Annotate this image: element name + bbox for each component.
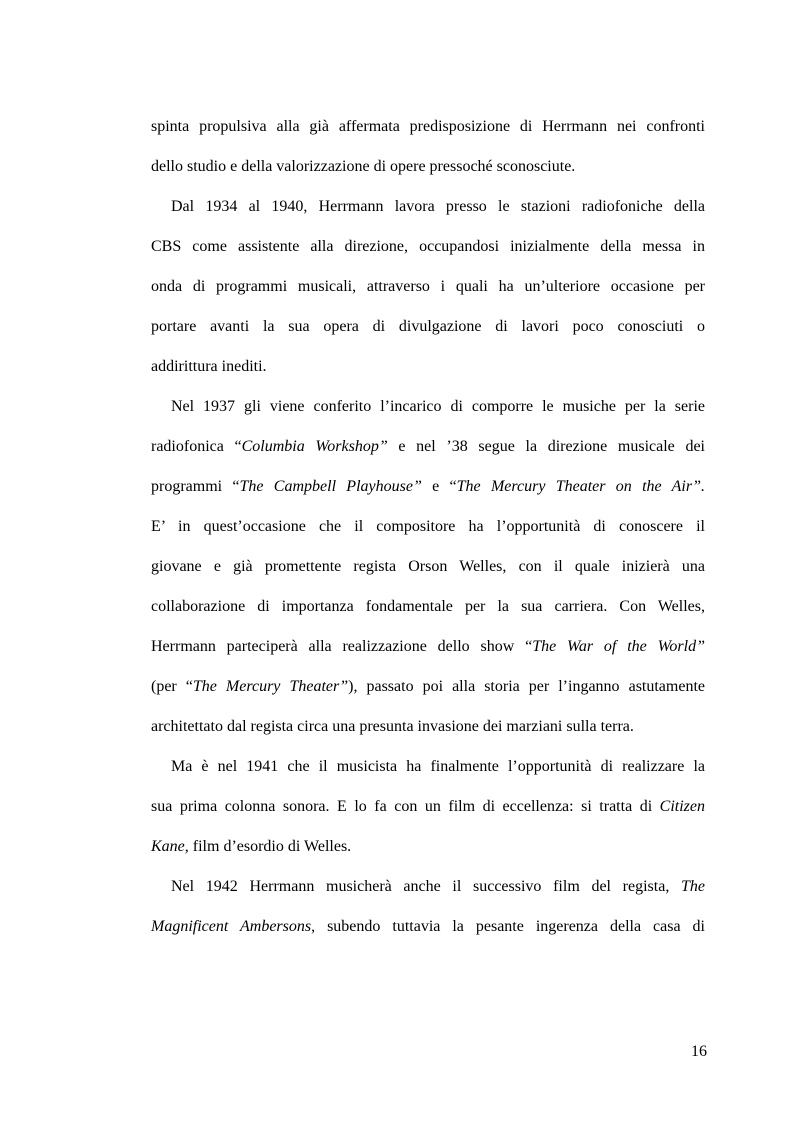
text-segment: ), passato poi alla storia per l’inganno astutamente <box>348 678 706 695</box>
italic-title: The Mercury Theater on the Air”. <box>456 478 706 495</box>
text-line <box>151 267 705 307</box>
text-line <box>151 147 705 187</box>
text-segment: e “ <box>421 478 457 495</box>
text-segment: Nel 1942 Herrmann musicherà anche il successivo film del regista, <box>171 878 681 895</box>
text-segment: Herrmann parteciperà alla realizzazione dello show “ <box>151 638 533 655</box>
text-segment: spinta propulsiva alla già affermata predisposizione di Herrmann nei confronti <box>151 118 705 135</box>
text-segment: radiofonica “ <box>151 438 242 455</box>
text-segment: dello studio e della valorizzazione di opere pressoché sconosciute. <box>151 158 576 175</box>
text-line <box>151 587 705 627</box>
text-line <box>151 787 705 827</box>
text-line <box>151 907 705 947</box>
text-line <box>151 307 705 347</box>
text-line <box>151 707 705 747</box>
text-segment: CBS come assistente alla direzione, occupandosi inizialmente della messa in <box>151 238 705 255</box>
text-line <box>151 627 705 667</box>
text-line <box>151 667 705 707</box>
text-segment: Ma è nel 1941 che il musicista ha finalmente l’opportunità di realizzare la <box>171 758 705 775</box>
text-segment: giovane e già promettente regista Orson Welles, con il quale inizierà una <box>151 558 705 575</box>
page-number: 16 <box>691 1043 707 1060</box>
text-line <box>151 347 705 387</box>
text-line <box>151 427 705 467</box>
text-segment: (per “ <box>151 678 193 695</box>
text-segment: onda di programmi musicali, attraverso i quali ha un’ulteriore occasione per <box>151 278 705 295</box>
italic-title: The Mercury Theater” <box>192 678 349 695</box>
text-segment: sua prima colonna sonora. E lo fa con un film di eccellenza: si tratta di <box>151 798 660 815</box>
text-line <box>151 747 705 787</box>
italic-title: The War of the World” <box>532 638 705 655</box>
text-line <box>151 827 705 867</box>
italic-title: The Campbell Playhouse” <box>239 478 422 495</box>
text-line <box>151 227 705 267</box>
text-line <box>151 547 705 587</box>
text-segment: portare avanti la sua opera di divulgazione di lavori poco conosciuti o <box>151 318 705 335</box>
text-segment: collaborazione di importanza fondamentale per la sua carriera. Con Welles, <box>151 598 705 615</box>
text-segment: architettato dal regista circa una presunta invasione dei marziani sulla terra. <box>151 718 634 735</box>
text-line <box>151 467 705 507</box>
text-segment: Nel 1937 gli viene conferito l’incarico di comporre le musiche per la serie <box>171 398 705 415</box>
text-segment: e nel ’38 segue la direzione musicale dei <box>387 438 705 455</box>
text-segment: programmi “ <box>151 478 240 495</box>
text-segment: , subendo tuttavia la pesante ingerenza della casa di <box>311 918 705 935</box>
body-text <box>151 107 705 947</box>
italic-title: Citizen <box>659 798 705 815</box>
text-segment: Dal 1934 al 1940, Herrmann lavora presso le stazioni radiofoniche della <box>171 198 705 215</box>
text-segment: , film d’esordio di Welles. <box>184 838 352 855</box>
italic-title: The <box>681 878 705 895</box>
italic-title: Kane <box>151 838 185 855</box>
text-line <box>151 507 705 547</box>
text-line <box>151 107 705 147</box>
text-line <box>151 187 705 227</box>
text-segment: E’ in quest’occasione che il compositore ha l’opportunità di conoscere il <box>151 518 705 535</box>
text-line <box>151 387 705 427</box>
italic-title: Magnificent Ambersons <box>151 918 312 935</box>
text-line <box>151 867 705 907</box>
text-segment: addirittura inediti. <box>151 358 267 375</box>
italic-title: Columbia Workshop” <box>241 438 388 455</box>
